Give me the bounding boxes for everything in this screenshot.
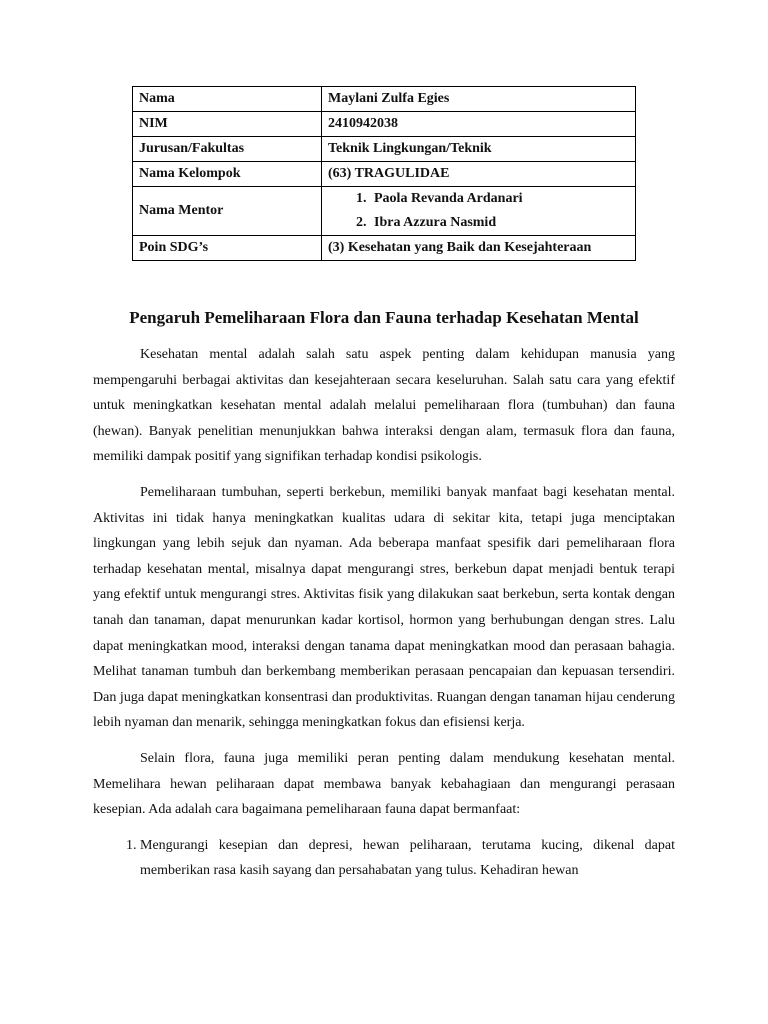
table-row xyxy=(133,112,636,137)
table-row-sdg xyxy=(133,236,636,261)
field-value: 2410942038 xyxy=(322,112,636,137)
field-value: Teknik Lingkungan/Teknik xyxy=(322,137,636,162)
table-row xyxy=(133,162,636,187)
paragraph: Selain flora, fauna juga memiliki peran penting dalam mendukung kesehatan mental. Memelihara hewan peliharaan dapat membawa banyak kebahagiaan dan mengurangi perasaan kesepian. Ada adalah cara bagaimana pemeliharaan fauna dapat bermanfaat: xyxy=(93,750,675,818)
mentor-list xyxy=(328,187,629,235)
field-label: Jurusan/Fakultas xyxy=(133,137,322,162)
table-row xyxy=(133,87,636,112)
table-row-mentor xyxy=(133,187,636,236)
field-label: NIM xyxy=(133,112,322,137)
benefit-list xyxy=(93,833,675,884)
field-label: Nama Mentor xyxy=(133,187,322,236)
list-item: 1. Mengurangi kesepian dan depresi, hewan peliharaan, terutama kucing, dikenal dapat memberikan rasa kasih sayang dan persahabatan yang tulus. Kehadiran hewan xyxy=(140,833,675,884)
mentor-item: 1. Paola Revanda Ardanari xyxy=(370,187,629,211)
field-value: (63) TRAGULIDAE xyxy=(322,162,636,187)
essay-body xyxy=(93,342,675,884)
field-value: (3) Kesehatan yang Baik dan Kesejahteraan xyxy=(322,236,636,261)
field-label: Nama Kelompok xyxy=(133,162,322,187)
student-info-table xyxy=(132,86,636,261)
paragraph: Kesehatan mental adalah salah satu aspek penting dalam kehidupan manusia yang mempengaruhi berbagai aktivitas dan kesejahteraan secara keseluruhan. Salah satu cara yang efektif untuk meningkatkan kesehatan mental adalah melalui pemeliharaan flora (tumbuhan) dan fauna (hewan). Banyak penelitian menunjukkan bahwa interaksi dengan alam, termasuk flora dan fauna, memiliki dampak positif yang signifikan terhadap kondisi psikologis. xyxy=(93,347,675,465)
mentor-list-cell xyxy=(322,187,636,236)
field-value: Maylani Zulfa Egies xyxy=(322,87,636,112)
field-label: Poin SDG’s xyxy=(133,236,322,261)
essay-title: Pengaruh Pemeliharaan Flora dan Fauna terhadap Kesehatan Mental xyxy=(129,308,639,327)
table-row xyxy=(133,137,636,162)
mentor-item: 2. Ibra Azzura Nasmid xyxy=(370,211,629,235)
field-label: Nama xyxy=(133,87,322,112)
paragraph: Pemeliharaan tumbuhan, seperti berkebun, memiliki banyak manfaat bagi kesehatan mental. Aktivitas ini tidak hanya meningkatkan kualitas udara di sekitar kita, tetapi juga menciptakan lingkungan yang lebih sejuk dan nyaman. Ada beberapa manfaat spesifik dari pemeliharaan flora terhadap kesehatan mental, misalnya dapat mengurangi stres, berkebun dapat menjadi bentuk terapi yang efektif untuk mengurangi stres. Aktivitas fisik yang dilakukan saat berkebun, serta kontak dengan tanah dan tanaman, dapat menurunkan kadar kortisol, hormon yang berhubungan dengan stres. Lalu dapat meningkatkan mood, interaksi dengan tanama dapat meningkatkan mood dan perasaan bahagia. Melihat tanaman tumbuh dan berkembang memberikan perasaan pencapaian dan kepuasan tersendiri. Dan juga dapat meningkatkan konsentrasi dan produktivitas. Ruangan dengan tanaman hijau cenderung lebih nyaman dan menarik, sehingga meningkatkan fokus dan efisiensi kerja. xyxy=(93,484,675,731)
